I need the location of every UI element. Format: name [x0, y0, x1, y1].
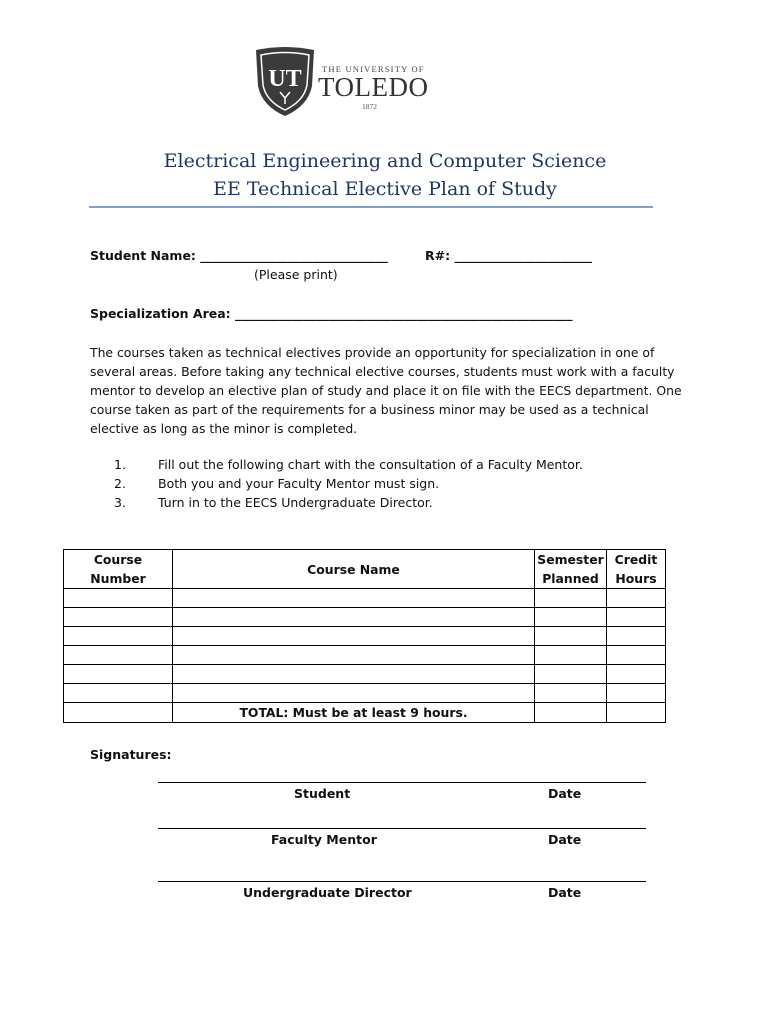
credit-cell[interactable]	[607, 589, 666, 608]
intro-line: several areas. Before taking any technical elective courses, students must work with a faculty	[90, 364, 675, 379]
please-print-note: (Please print)	[254, 267, 338, 282]
credit-cell[interactable]	[607, 646, 666, 665]
table-row	[64, 646, 666, 665]
semester-cell[interactable]	[535, 589, 607, 608]
semester-cell[interactable]	[535, 684, 607, 703]
credit-cell[interactable]	[607, 627, 666, 646]
total-label: TOTAL: Must be at least 9 hours.	[173, 703, 535, 723]
logo-top-line: THE UNIVERSITY OF	[322, 64, 425, 74]
semester-cell[interactable]	[535, 627, 607, 646]
student-name-field[interactable]: Student Name: ______________________________	[90, 248, 388, 263]
credit-cell[interactable]	[607, 684, 666, 703]
logo-name: TOLEDO	[318, 72, 429, 102]
director-date-label: Date	[548, 885, 582, 900]
course-number-cell[interactable]	[64, 684, 173, 703]
step-text: Turn in to the EECS Undergraduate Director.	[158, 495, 433, 510]
intro-line: course taken as part of the requirements for a business minor may be used as a technical	[90, 402, 649, 417]
logo-monogram: UT	[268, 66, 302, 92]
page-title-line2: EE Technical Elective Plan of Study	[213, 178, 557, 200]
header-credit-hours: Credit Hours	[607, 550, 666, 589]
course-name-cell[interactable]	[173, 627, 535, 646]
university-logo	[254, 46, 444, 118]
credit-cell[interactable]	[607, 665, 666, 684]
step-text: Fill out the following chart with the consultation of a Faculty Mentor.	[158, 457, 583, 472]
course-name-cell[interactable]	[173, 665, 535, 684]
intro-line: The courses taken as technical electives provide an opportunity for specialization in one of	[90, 345, 655, 360]
step-number: 3.	[114, 495, 126, 510]
header-semester-planned: Semester Planned	[535, 550, 607, 589]
page-title-line1: Electrical Engineering and Computer Science	[163, 150, 607, 172]
intro-line: mentor to develop an elective plan of study and place it on file with the EECS department. One	[90, 383, 682, 398]
total-blank-cell	[64, 703, 173, 723]
semester-cell[interactable]	[535, 646, 607, 665]
course-number-cell[interactable]	[64, 665, 173, 684]
table-row	[64, 665, 666, 684]
signatures-heading: Signatures:	[90, 747, 172, 762]
step-number: 1.	[114, 457, 126, 472]
course-number-cell[interactable]	[64, 608, 173, 627]
table-row	[64, 589, 666, 608]
student-date-label: Date	[548, 786, 582, 801]
intro-line: elective as long as the minor is completed.	[90, 421, 358, 436]
table-total-row	[64, 703, 666, 723]
total-semester-cell[interactable]	[535, 703, 607, 723]
semester-cell[interactable]	[535, 665, 607, 684]
header-course-number: Course Number	[64, 550, 173, 589]
logo-year: 1872	[362, 102, 377, 111]
r-number-field[interactable]: R#: ______________________	[425, 248, 592, 263]
table-header-row	[64, 550, 666, 589]
course-number-cell[interactable]	[64, 627, 173, 646]
course-name-cell[interactable]	[173, 608, 535, 627]
step-number: 2.	[114, 476, 126, 491]
table-row	[64, 684, 666, 703]
semester-cell[interactable]	[535, 608, 607, 627]
course-number-cell[interactable]	[64, 589, 173, 608]
header-course-name: Course Name	[173, 550, 535, 589]
mentor-date-label: Date	[548, 832, 582, 847]
table-row	[64, 627, 666, 646]
total-credit-cell[interactable]	[607, 703, 666, 723]
student-signature-line[interactable]	[158, 782, 646, 783]
title-divider	[89, 206, 653, 208]
course-number-cell[interactable]	[64, 646, 173, 665]
intro-paragraph	[90, 343, 690, 438]
credit-cell[interactable]	[607, 608, 666, 627]
director-signature-label: Undergraduate Director	[243, 885, 412, 900]
course-name-cell[interactable]	[173, 684, 535, 703]
mentor-signature-label: Faculty Mentor	[271, 832, 377, 847]
specialization-area-field[interactable]: Specialization Area: ______________________________________________________	[90, 306, 573, 321]
course-name-cell[interactable]	[173, 589, 535, 608]
table-row	[64, 608, 666, 627]
course-name-cell[interactable]	[173, 646, 535, 665]
shield-icon	[254, 46, 316, 118]
director-signature-line[interactable]	[158, 881, 646, 882]
mentor-signature-line[interactable]	[158, 828, 646, 829]
student-signature-label: Student	[294, 786, 351, 801]
step-text: Both you and your Faculty Mentor must sign.	[158, 476, 440, 491]
course-plan-table	[63, 549, 666, 723]
